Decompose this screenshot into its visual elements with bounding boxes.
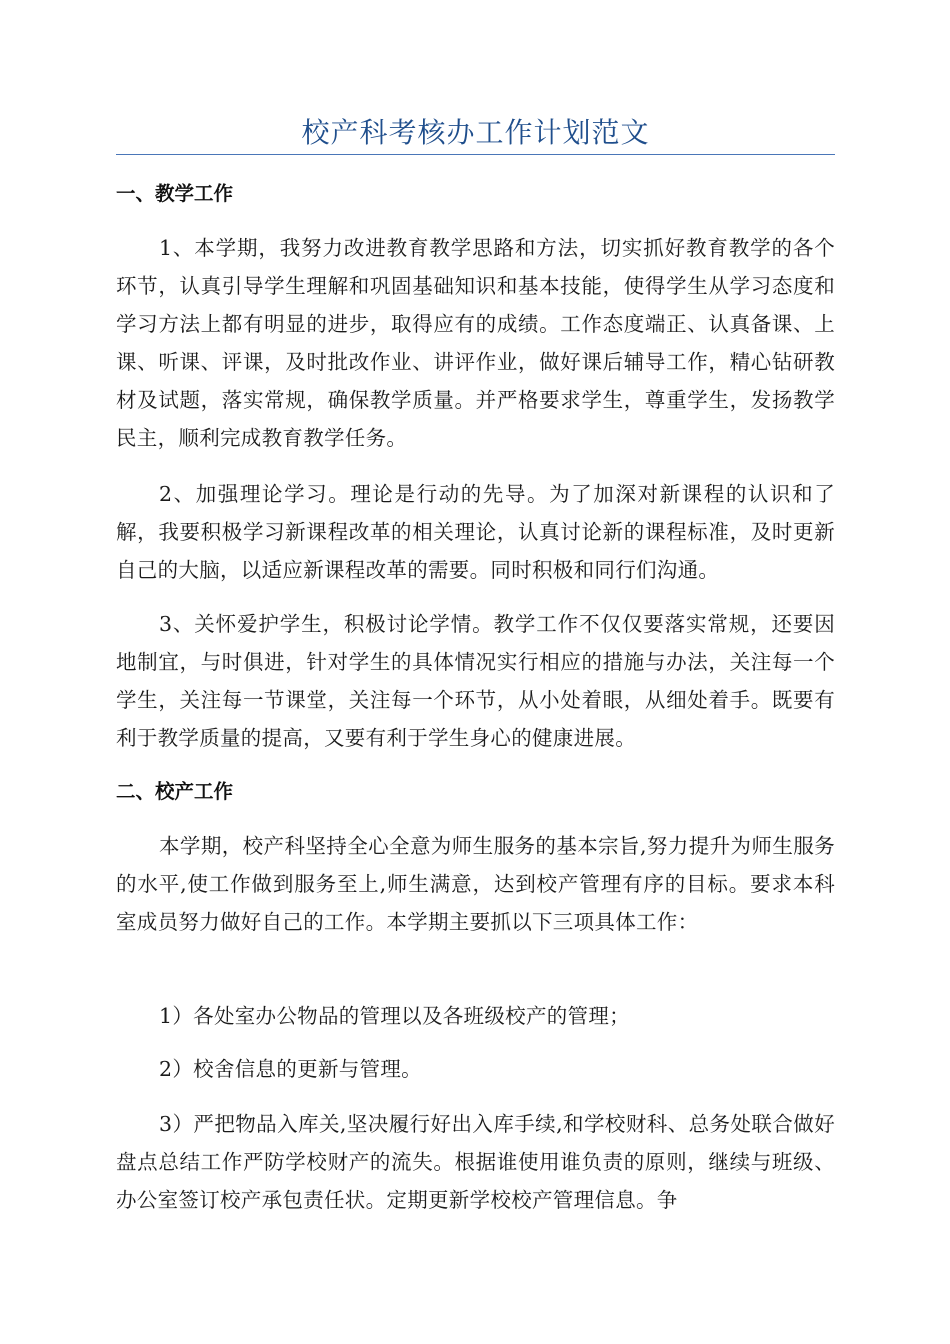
paragraph-teaching-1: 1、本学期，我努力改进教育教学思路和方法，切实抓好教育教学的各个环节，认真引导学生理解和巩固基础知识和基本技能，使得学生从学习态度和学习方法上都有明显的进步，取得应有的成绩。工作态度端正、认真备课、上课、听课、评课，及时批改作业、讲评作业，做好课后辅导工作，精心钻研教材及试题，落实常规，确保教学质量。并严格要求学生，尊重学生，发扬教学民主，顺利完成教育教学任务。 (116, 236, 835, 450)
list-item-property-3: 3）严把物品入库关,坚决履行好出入库手续,和学校财科、总务处联合做好盘点总结工作严防学校财产的流失。根据谁使用谁负责的原则，继续与班级、办公室签订校产承包责任状。定期更新学校校产管理信息。争 (116, 1112, 835, 1212)
title-underline (116, 154, 835, 155)
section-heading-teaching: 一、教学工作 (116, 182, 234, 205)
paragraph-property-intro: 本学期，校产科坚持全心全意为师生服务的基本宗旨,努力提升为师生服务的水平,使工作做到服务至上,师生满意，达到校产管理有序的目标。要求本科室成员努力做好自己的工作。本学期主要抓以下三项具体工作： (116, 834, 835, 934)
section-heading-property: 二、校产工作 (116, 780, 234, 803)
document-title: 校产科考核办工作计划范文 (301, 116, 650, 149)
list-item-property-2: 2）校舍信息的更新与管理。 (159, 1057, 422, 1081)
list-item-property-1: 1）各处室办公物品的管理以及各班级校产的管理； (159, 1004, 630, 1028)
paragraph-teaching-3: 3、关怀爱护学生，积极讨论学情。教学工作不仅仅要落实常规，还要因地制宜，与时俱进，针对学生的具体情况实行相应的措施与办法，关注每一个学生，关注每一节课堂，关注每一个环节，从小处着眼，从细处着手。既要有利于教学质量的提高，又要有利于学生身心的健康进展。 (116, 612, 835, 750)
paragraph-teaching-2: 2、加强理论学习。理论是行动的先导。为了加深对新课程的认识和了解，我要积极学习新课程改革的相关理论，认真讨论新的课程标准，及时更新自己的大脑，以适应新课程改革的需要。同时积极和同行们沟通。 (116, 482, 835, 582)
